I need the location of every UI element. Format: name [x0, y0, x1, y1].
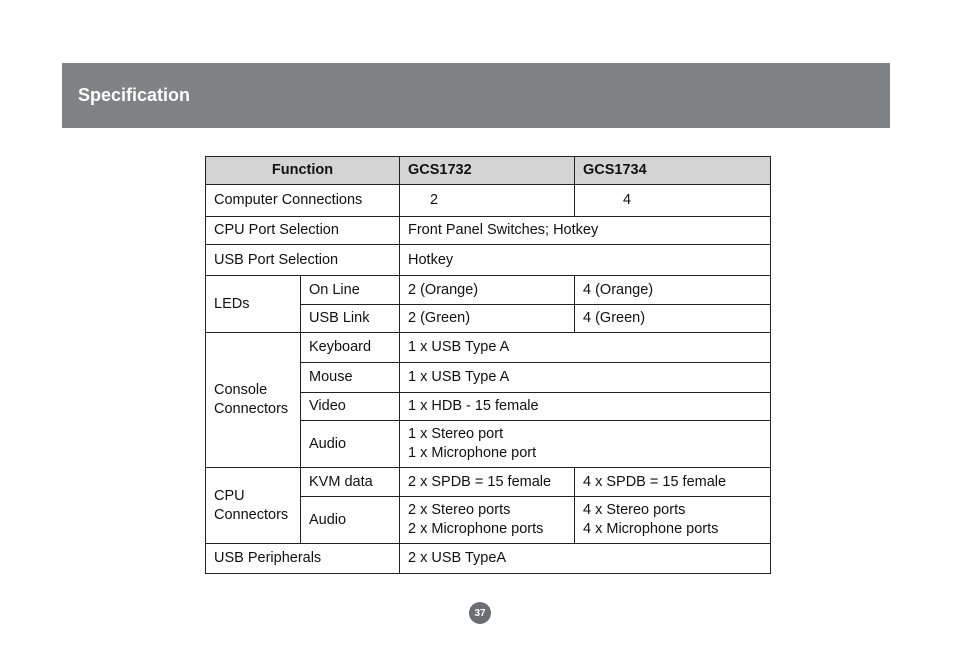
cell-value: 4 x SPDB = 15 female [575, 468, 771, 497]
cell-value [400, 421, 771, 468]
row-label: USB Peripherals [206, 544, 400, 574]
row-label: On Line [301, 276, 400, 305]
group-label [206, 468, 301, 544]
header-function: Function [206, 157, 400, 185]
row-label: Computer Connections [206, 185, 400, 217]
group-label-line: CPU [214, 487, 245, 504]
table-row [206, 217, 771, 245]
group-label-line: Connectors [214, 401, 289, 417]
cell-value: 4 (Orange) [575, 276, 771, 305]
value-line: 2 x Stereo ports [408, 502, 511, 518]
section-title: Specification [78, 85, 191, 105]
group-label-line: Console [214, 382, 268, 398]
value-line: 1 x Microphone port [408, 445, 537, 461]
group-label-line: Connectors [214, 506, 289, 523]
table-row [206, 544, 771, 574]
cell-value: 2 (Orange) [400, 276, 575, 305]
row-label: Audio [301, 421, 400, 468]
cell-value: Hotkey [400, 245, 771, 276]
cell-value: 1 x USB Type A [400, 363, 771, 393]
value-line: 4 x Microphone ports [583, 521, 719, 537]
page-number-badge: 37 [469, 602, 491, 624]
value-line: 1 x Stereo port [408, 426, 504, 442]
header-gcs1734: GCS1734 [575, 157, 771, 185]
row-label: Mouse [301, 363, 400, 393]
cell-value: 1 x HDB - 15 female [400, 393, 771, 421]
group-label [206, 333, 301, 468]
row-label: Keyboard [301, 333, 400, 363]
cell-value: 4 [575, 185, 771, 217]
cell-value [575, 497, 771, 544]
cell-value [400, 497, 575, 544]
cell-value: 2 x SPDB = 15 female [400, 468, 575, 497]
table-row [206, 185, 771, 217]
row-label: Video [301, 393, 400, 421]
group-label: LEDs [206, 276, 301, 333]
table-row [206, 468, 771, 497]
value-line: 2 x Microphone ports [408, 521, 544, 537]
row-label: KVM data [301, 468, 400, 497]
spec-table [205, 156, 771, 574]
header-gcs1732: GCS1732 [400, 157, 575, 185]
table-header-row [206, 157, 771, 185]
row-label: Audio [301, 497, 400, 544]
section-header [62, 63, 890, 128]
row-label: CPU Port Selection [206, 217, 400, 245]
cell-value: 4 (Green) [575, 305, 771, 333]
cell-value: 2 (Green) [400, 305, 575, 333]
cell-value: 1 x USB Type A [400, 333, 771, 363]
cell-value: Front Panel Switches; Hotkey [400, 217, 771, 245]
table-row [206, 276, 771, 305]
table-row [206, 245, 771, 276]
cell-value: 2 [400, 185, 575, 217]
table-row [206, 333, 771, 363]
row-label: USB Port Selection [206, 245, 400, 276]
value-line: 4 x Stereo ports [583, 502, 686, 518]
cell-value: 2 x USB TypeA [400, 544, 771, 574]
row-label: USB Link [301, 305, 400, 333]
